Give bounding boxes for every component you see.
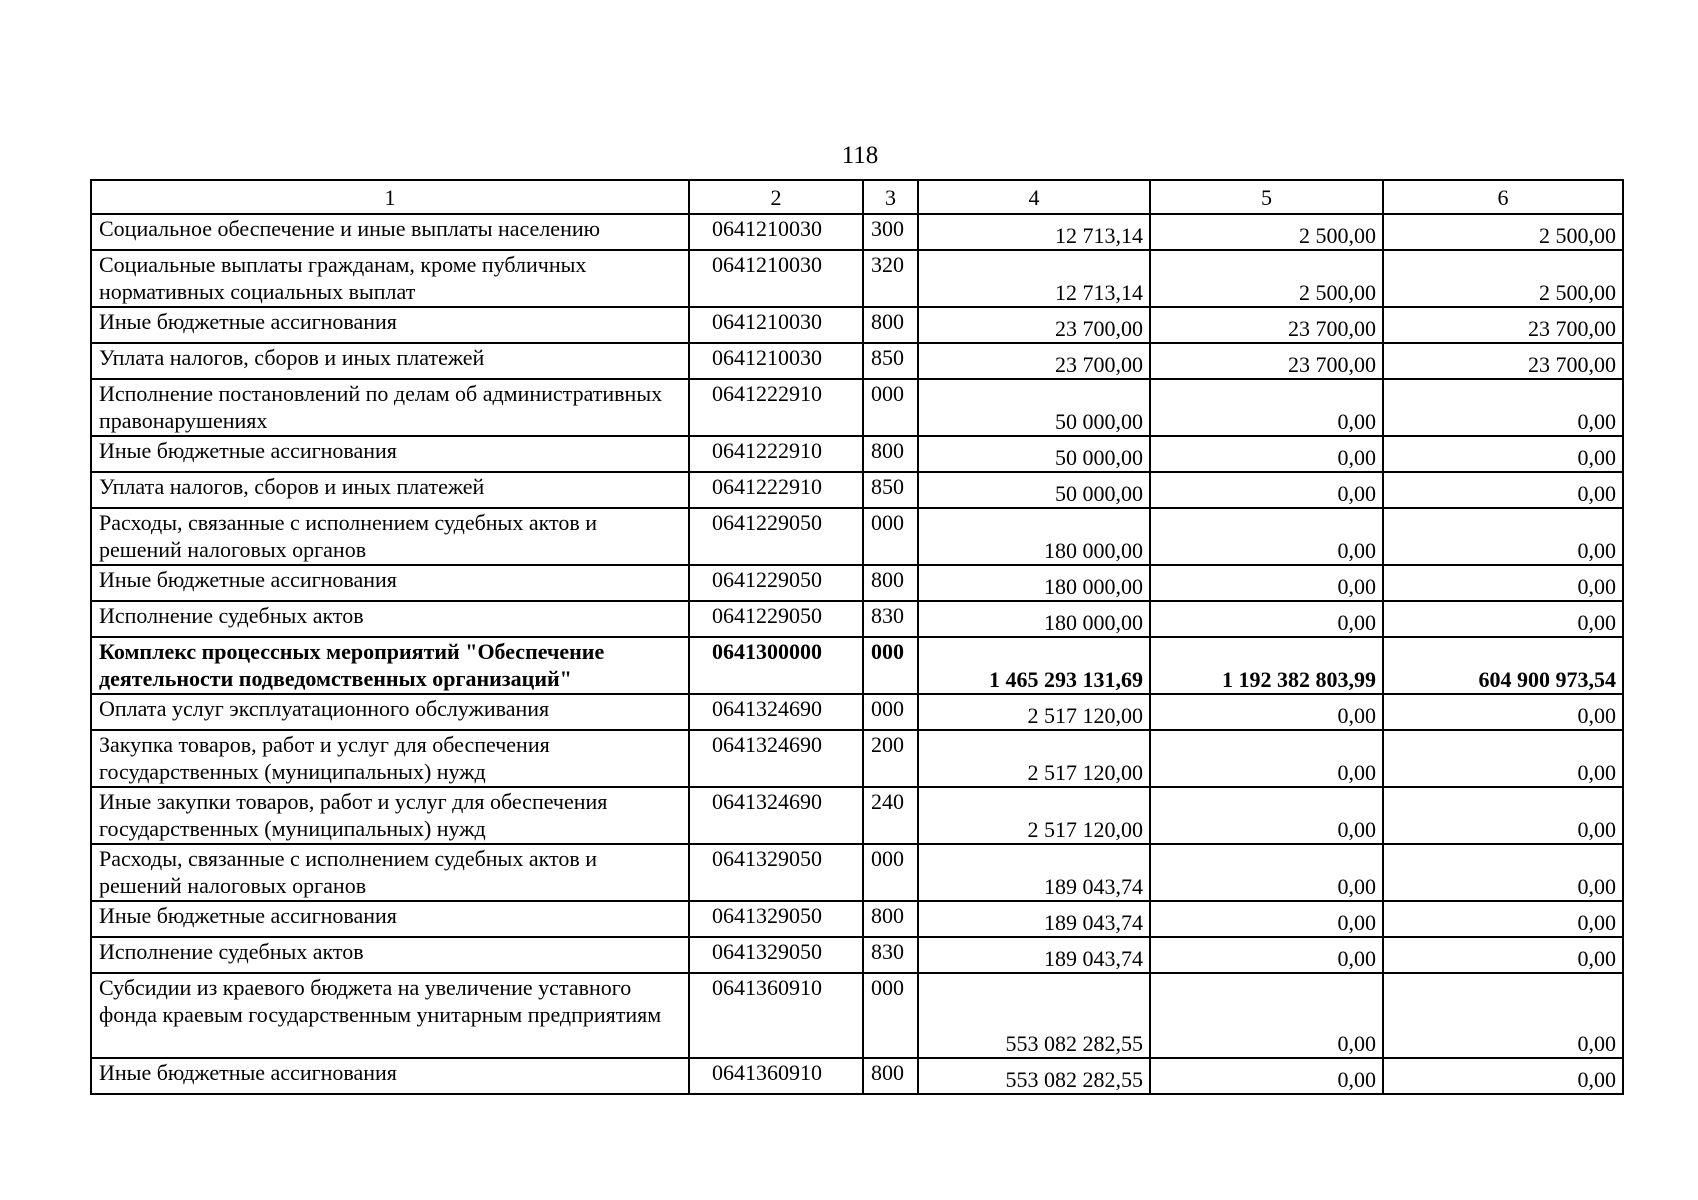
amount-year-1: 553 082 282,55: [918, 973, 1150, 1058]
amount-year-3: 0,00: [1383, 844, 1623, 901]
expense-type-code: 200: [863, 730, 918, 787]
amount-year-2: 0,00: [1150, 601, 1383, 637]
expense-type-code: 800: [863, 901, 918, 937]
amount-year-2: 0,00: [1150, 730, 1383, 787]
column-header: 2: [689, 180, 863, 214]
amount-year-1: 12 713,14: [918, 250, 1150, 307]
row-name: Иные бюджетные ассигнования: [91, 565, 689, 601]
row-name: Расходы, связанные с исполнением судебных актов и решений налоговых органов: [91, 844, 689, 901]
target-article-code: 0641324690: [689, 787, 863, 844]
target-article-code: 0641300000: [689, 637, 863, 694]
table-row: [91, 472, 1623, 508]
row-name: Уплата налогов, сборов и иных платежей: [91, 472, 689, 508]
amount-year-3: 23 700,00: [1383, 307, 1623, 343]
target-article-code: 0641324690: [689, 694, 863, 730]
amount-year-2: 0,00: [1150, 565, 1383, 601]
amount-year-3: 2 500,00: [1383, 214, 1623, 250]
target-article-code: 0641229050: [689, 508, 863, 565]
amount-year-3: 0,00: [1383, 901, 1623, 937]
column-header: 6: [1383, 180, 1623, 214]
amount-year-2: 0,00: [1150, 937, 1383, 973]
table-body: [91, 214, 1623, 1094]
table-row: [91, 343, 1623, 379]
amount-year-1: 2 517 120,00: [918, 730, 1150, 787]
table-row: [91, 565, 1623, 601]
target-article-code: 0641229050: [689, 565, 863, 601]
amount-year-3: 0,00: [1383, 565, 1623, 601]
amount-year-3: 23 700,00: [1383, 343, 1623, 379]
amount-year-3: 0,00: [1383, 508, 1623, 565]
expense-type-code: 000: [863, 508, 918, 565]
row-name: Иные бюджетные ассигнования: [91, 1058, 689, 1094]
table-row: [91, 508, 1623, 565]
amount-year-3: 0,00: [1383, 937, 1623, 973]
table-row: [91, 1058, 1623, 1094]
amount-year-2: 0,00: [1150, 844, 1383, 901]
amount-year-2: 1 192 382 803,99: [1150, 637, 1383, 694]
expense-type-code: 830: [863, 937, 918, 973]
amount-year-3: 0,00: [1383, 472, 1623, 508]
table-row: [91, 730, 1623, 787]
row-name: Иные закупки товаров, работ и услуг для обеспечения государственных (муниципальных) нужд: [91, 787, 689, 844]
amount-year-2: 0,00: [1150, 901, 1383, 937]
table-row: [91, 937, 1623, 973]
target-article-code: 0641329050: [689, 901, 863, 937]
amount-year-1: 189 043,74: [918, 937, 1150, 973]
amount-year-1: 180 000,00: [918, 601, 1150, 637]
amount-year-2: 2 500,00: [1150, 250, 1383, 307]
amount-year-3: 0,00: [1383, 730, 1623, 787]
expense-type-code: 830: [863, 601, 918, 637]
target-article-code: 0641210030: [689, 214, 863, 250]
amount-year-3: 604 900 973,54: [1383, 637, 1623, 694]
row-name: Комплекс процессных мероприятий "Обеспечение деятельности подведомственных организаций": [91, 637, 689, 694]
row-name: Уплата налогов, сборов и иных платежей: [91, 343, 689, 379]
target-article-code: 0641360910: [689, 973, 863, 1058]
amount-year-2: 0,00: [1150, 379, 1383, 436]
budget-table: [90, 179, 1624, 1095]
column-header: 1: [91, 180, 689, 214]
table-row: [91, 973, 1623, 1058]
amount-year-2: 0,00: [1150, 694, 1383, 730]
target-article-code: 0641229050: [689, 601, 863, 637]
row-name: Расходы, связанные с исполнением судебных актов и решений налоговых органов: [91, 508, 689, 565]
table-row: [91, 307, 1623, 343]
target-article-code: 0641210030: [689, 343, 863, 379]
expense-type-code: 300: [863, 214, 918, 250]
row-name: Социальное обеспечение и иные выплаты населению: [91, 214, 689, 250]
row-name: Субсидии из краевого бюджета на увеличение уставного фонда краевым государственным унитарным предприятиям: [91, 973, 689, 1058]
amount-year-3: 0,00: [1383, 973, 1623, 1058]
amount-year-3: 0,00: [1383, 379, 1623, 436]
expense-type-code: 850: [863, 343, 918, 379]
amount-year-1: 180 000,00: [918, 565, 1150, 601]
table-row: [91, 901, 1623, 937]
row-name: Исполнение судебных актов: [91, 937, 689, 973]
amount-year-2: 0,00: [1150, 973, 1383, 1058]
amount-year-3: 0,00: [1383, 787, 1623, 844]
target-article-code: 0641324690: [689, 730, 863, 787]
amount-year-1: 2 517 120,00: [918, 787, 1150, 844]
amount-year-1: 23 700,00: [918, 307, 1150, 343]
expense-type-code: 320: [863, 250, 918, 307]
amount-year-2: 23 700,00: [1150, 343, 1383, 379]
amount-year-1: 189 043,74: [918, 901, 1150, 937]
target-article-code: 0641222910: [689, 379, 863, 436]
table-row: [91, 787, 1623, 844]
expense-type-code: 000: [863, 844, 918, 901]
amount-year-1: 553 082 282,55: [918, 1058, 1150, 1094]
amount-year-3: 0,00: [1383, 694, 1623, 730]
amount-year-2: 23 700,00: [1150, 307, 1383, 343]
table-row: [91, 214, 1623, 250]
target-article-code: 0641222910: [689, 436, 863, 472]
row-name: Иные бюджетные ассигнования: [91, 307, 689, 343]
amount-year-1: 50 000,00: [918, 379, 1150, 436]
amount-year-1: 12 713,14: [918, 214, 1150, 250]
table-row: [91, 436, 1623, 472]
page-number: 118: [841, 142, 879, 169]
table-row: [91, 637, 1623, 694]
table-row: [91, 694, 1623, 730]
target-article-code: 0641329050: [689, 844, 863, 901]
table-row: [91, 601, 1623, 637]
row-name: Оплата услуг эксплуатационного обслуживания: [91, 694, 689, 730]
row-name: Социальные выплаты гражданам, кроме публичных нормативных социальных выплат: [91, 250, 689, 307]
expense-type-code: 800: [863, 565, 918, 601]
amount-year-1: 50 000,00: [918, 472, 1150, 508]
expense-type-code: 000: [863, 694, 918, 730]
column-number-row: [91, 180, 1623, 214]
expense-type-code: 800: [863, 1058, 918, 1094]
target-article-code: 0641360910: [689, 1058, 863, 1094]
row-name: Закупка товаров, работ и услуг для обеспечения государственных (муниципальных) нужд: [91, 730, 689, 787]
target-article-code: 0641222910: [689, 472, 863, 508]
amount-year-2: 0,00: [1150, 436, 1383, 472]
expense-type-code: 000: [863, 637, 918, 694]
table-row: [91, 250, 1623, 307]
amount-year-1: 189 043,74: [918, 844, 1150, 901]
table-row: [91, 844, 1623, 901]
row-name: Исполнение постановлений по делам об административных правонарушениях: [91, 379, 689, 436]
row-name: Иные бюджетные ассигнования: [91, 436, 689, 472]
target-article-code: 0641329050: [689, 937, 863, 973]
amount-year-3: 2 500,00: [1383, 250, 1623, 307]
amount-year-2: 0,00: [1150, 1058, 1383, 1094]
amount-year-2: 0,00: [1150, 508, 1383, 565]
column-header: 5: [1150, 180, 1383, 214]
amount-year-3: 0,00: [1383, 1058, 1623, 1094]
amount-year-2: 2 500,00: [1150, 214, 1383, 250]
column-header: 4: [918, 180, 1150, 214]
target-article-code: 0641210030: [689, 307, 863, 343]
amount-year-1: 23 700,00: [918, 343, 1150, 379]
row-name: Иные бюджетные ассигнования: [91, 901, 689, 937]
target-article-code: 0641210030: [689, 250, 863, 307]
amount-year-1: 180 000,00: [918, 508, 1150, 565]
amount-year-2: 0,00: [1150, 472, 1383, 508]
expense-type-code: 800: [863, 436, 918, 472]
amount-year-3: 0,00: [1383, 436, 1623, 472]
expense-type-code: 000: [863, 379, 918, 436]
amount-year-1: 1 465 293 131,69: [918, 637, 1150, 694]
amount-year-1: 2 517 120,00: [918, 694, 1150, 730]
expense-type-code: 240: [863, 787, 918, 844]
expense-type-code: 000: [863, 973, 918, 1058]
expense-type-code: 800: [863, 307, 918, 343]
column-header: 3: [863, 180, 918, 214]
amount-year-2: 0,00: [1150, 787, 1383, 844]
amount-year-1: 50 000,00: [918, 436, 1150, 472]
expense-type-code: 850: [863, 472, 918, 508]
amount-year-3: 0,00: [1383, 601, 1623, 637]
table-row: [91, 379, 1623, 436]
row-name: Исполнение судебных актов: [91, 601, 689, 637]
